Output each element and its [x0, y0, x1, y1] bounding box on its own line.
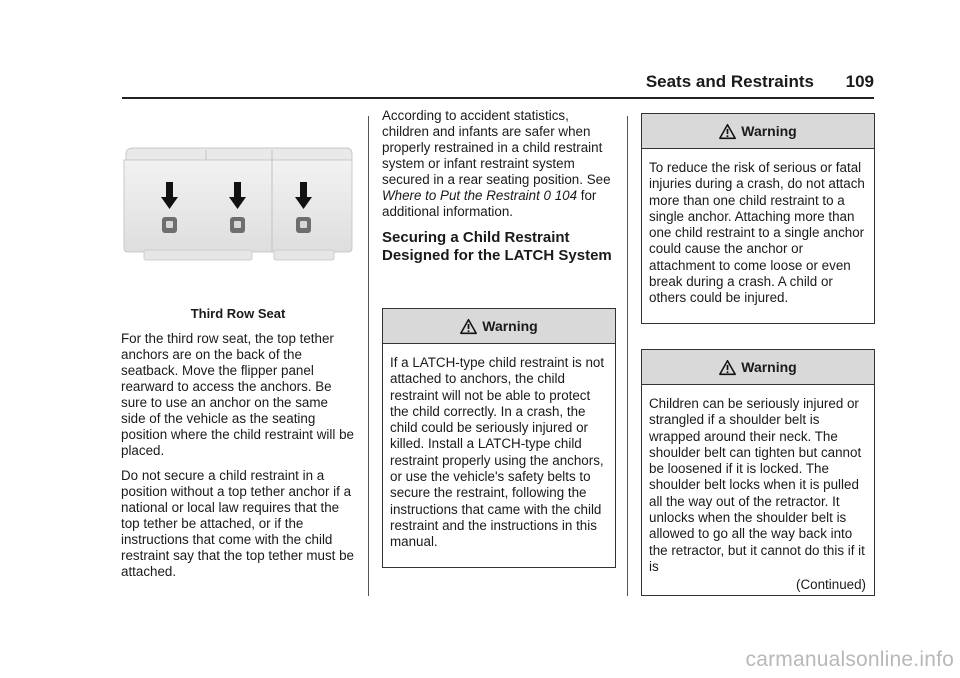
page-header [122, 70, 874, 98]
warning-label: Warning [741, 123, 797, 139]
watermark: carmanualsonline.info [745, 648, 954, 671]
column-divider-right [627, 116, 628, 596]
third-row-seat-illustration [122, 140, 354, 265]
figure-caption: Third Row Seat [190, 306, 286, 321]
tether-anchor-icon [162, 217, 177, 233]
warning-box-latch [382, 308, 616, 568]
tether-anchor-icon [230, 217, 245, 233]
warning-text-container [642, 385, 874, 602]
left-column [121, 306, 355, 589]
column-divider-left [368, 116, 369, 596]
paragraph: Do not secure a child restraint in a position without a top tether anchor if a national or local law requires that the top tether be attached, or if the instructions that come with the child restraint say that the top tether must be attached. [121, 468, 354, 579]
continued-label: (Continued) [796, 577, 866, 593]
header-rule [122, 97, 874, 99]
warning-header [642, 350, 874, 385]
cross-reference-page[interactable]: 0 104 [543, 188, 578, 203]
intro-paragraph [382, 108, 616, 220]
warning-triangle-icon [460, 318, 477, 335]
intro-end-text: for additional information. [382, 188, 597, 219]
intro-text: According to accident statistics, children and infants are safer when properly restrained in a child restraint system or infant restraint system secured in a rear seating position. See [382, 108, 611, 187]
warning-label: Warning [482, 318, 538, 334]
warning-text: If a LATCH-type child restraint is not attached to anchors, the child restraint will not be able to protect the child correctly. In a crash, the child could be seriously injured or killed. Install a LATCH-type child restraint properly using the anchors, or use the vehicle's safety belts to secure the restraint, following the instructions that came with the child restraint and the instructions in this manual. [390, 355, 605, 550]
middle-column [382, 108, 616, 284]
warning-triangle-icon [719, 123, 736, 140]
section-title: Seats and Restraints [645, 72, 814, 91]
warning-box-shoulder-belt [641, 349, 875, 596]
warning-text: To reduce the risk of serious or fatal injuries during a crash, do not attach more than one child restraint to a single anchor. Attaching more than one child restraint to a single anchor could cause the anchor or attachment to come loose or even break during a crash. A child or others could be injured. [649, 160, 865, 306]
cross-reference-link[interactable]: Where to Put the Restraint [382, 188, 540, 203]
tether-anchor-icon [296, 217, 311, 233]
warning-text: Children can be seriously injured or strangled if a shoulder belt is wrapped around their neck. The shoulder belt can tighten but cannot be loosened if it is locked. The shoulder belt locks when it is pulled all the way out of the retractor. It unlocks when the shoulder belt is allowed to go all the way back into the retractor, but it cannot do this if it is [649, 396, 865, 574]
warning-header [642, 114, 874, 149]
paragraph: For the third row seat, the top tether anchors are on the back of the seatback. Move the flipper panel rearward to access the anchors. Be sure to use an anchor on the same side of the vehicle as the seating position where the child restraint will be placed. [121, 331, 354, 458]
warning-box-single-anchor [641, 113, 875, 324]
warning-header [383, 309, 615, 344]
section-subheading: Securing a Child Restraint Designed for the LATCH System [382, 229, 612, 264]
warning-triangle-icon [719, 359, 736, 376]
page-number: 109 [845, 72, 874, 91]
warning-label: Warning [741, 359, 797, 375]
